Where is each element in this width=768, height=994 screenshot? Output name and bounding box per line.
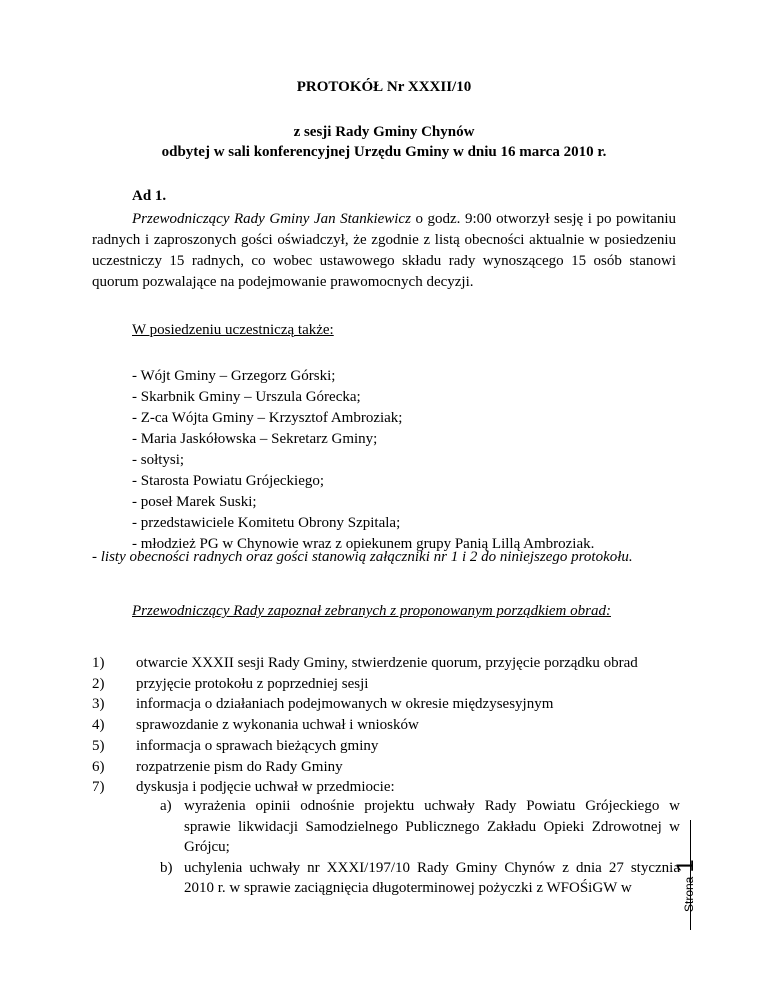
attendee-item: - Starosta Powiatu Grójeckiego; <box>132 473 325 489</box>
document-title: PROTOKÓŁ Nr XXXII/10 <box>296 79 472 95</box>
agenda-item-number: 1) <box>92 655 105 671</box>
agenda-item-text: sprawozdanie z wykonania uchwał i wniosków <box>136 717 419 734</box>
page-word: Strona <box>682 876 696 912</box>
agenda-item-number: 6) <box>92 758 105 775</box>
agenda-item <box>92 757 638 778</box>
agenda-item-number: 4) <box>92 717 105 734</box>
intro-line-1: o godz. 9:00 otworzył sesję i po <box>415 211 612 227</box>
attendees-title: W posiedzeniu uczestniczą także: <box>132 322 334 338</box>
attendee-item: - sołtysi; <box>132 452 185 468</box>
agenda-item-text: przyjęcie protokołu z poprzedniej sesji <box>136 675 369 692</box>
agenda-item-number: 3) <box>92 696 105 713</box>
agenda-subitem <box>160 858 680 899</box>
chairman-name: Przewodniczący Rady Gminy Jan Stankiewicz <box>132 211 411 227</box>
page-footer <box>672 842 702 912</box>
agenda-item-text: informacja o sprawach bieżących gminy <box>136 737 379 754</box>
attendee-item: - przedstawiciele Komitetu Obrony Szpitala; <box>132 515 401 531</box>
agenda-item <box>92 694 638 715</box>
intro-paragraph <box>92 209 676 293</box>
agenda-list <box>92 653 638 798</box>
subtitle-line-1: z sesji Rady Gminy Chynów <box>293 124 475 140</box>
agenda-title: Przewodniczący Rady zapoznał zebranych z proponowanym porządkiem obrad: <box>132 603 611 619</box>
attendee-item: - młodzież PG w Chynowie wraz z opiekunem grupy Panią Lillą Ambroziak. <box>132 536 595 552</box>
agenda-item-text: dyskusja i podjęcie uchwał w przedmiocie: <box>136 779 395 796</box>
attendee-item: - Maria Jaskółowska – Sekretarz Gminy; <box>132 431 378 447</box>
attendees-list <box>132 366 594 555</box>
section-heading: Ad 1. <box>132 188 167 204</box>
subtitle-line-2: odbytej w sali konferencyjnej Urzędu Gminy w dniu 16 marca 2010 r. <box>161 144 607 160</box>
agenda-item <box>92 736 638 757</box>
document-subtitle <box>0 122 768 162</box>
attendee-item: - Z-ca Wójta Gminy – Krzysztof Ambroziak; <box>132 410 403 426</box>
attendance-note: - listy obecności radnych oraz gości stanowią załączniki nr 1 i 2 do niniejszego protokołu. <box>92 549 633 565</box>
agenda-item-number: 7) <box>92 779 105 796</box>
intro-rest: powitaniu radnych i zaproszonych gości oświadczył, że zgodnie z listą obecności aktualnie w posiedzeniu uczestniczy 15 radnych, co wobec ustawowego składu rady wynoszącego 15 osób stanowi quorum pozwalające na podejmowanie prawomocnych decyzji. <box>92 211 677 290</box>
agenda-item-text: otwarcie XXXII sesji Rady Gminy, stwierdzenie quorum, przyjęcie porządku obrad <box>136 655 638 671</box>
agenda-subitems <box>160 796 680 899</box>
agenda-item <box>92 715 638 736</box>
page-number: 1 <box>672 859 699 873</box>
agenda-item-number: 2) <box>92 675 105 692</box>
agenda-item-text: informacja o działaniach podejmowanych w okresie międzysesyjnym <box>136 696 554 713</box>
agenda-item-text: rozpatrzenie pism do Rady Gminy <box>136 758 343 775</box>
agenda-subitem-letter: b) <box>160 859 173 876</box>
attendee-item: - Skarbnik Gminy – Urszula Górecka; <box>132 389 361 405</box>
agenda-item <box>92 777 638 798</box>
agenda-subitem-letter: a) <box>160 798 172 814</box>
agenda-subitem-text: uchylenia uchwały nr XXXI/197/10 Rady Gminy Chynów z dnia 27 stycznia 2010 r. w sprawie zaciągnięcia długoterminowej pożyczki z WFOŚiGW w <box>184 859 680 896</box>
agenda-item <box>92 653 638 674</box>
agenda-item <box>92 674 638 695</box>
agenda-subitem <box>160 796 680 858</box>
agenda-item-number: 5) <box>92 737 105 754</box>
agenda-subitem-text: wyrażenia opinii odnośnie projektu uchwały Rady Powiatu Grójeckiego w sprawie likwidacji Samodzielnego Publicznego Zakładu Opieki Zdrowotnej w Grójcu; <box>184 798 680 855</box>
attendee-item: - Wójt Gminy – Grzegorz Górski; <box>132 368 336 384</box>
attendee-item: - poseł Marek Suski; <box>132 494 257 510</box>
